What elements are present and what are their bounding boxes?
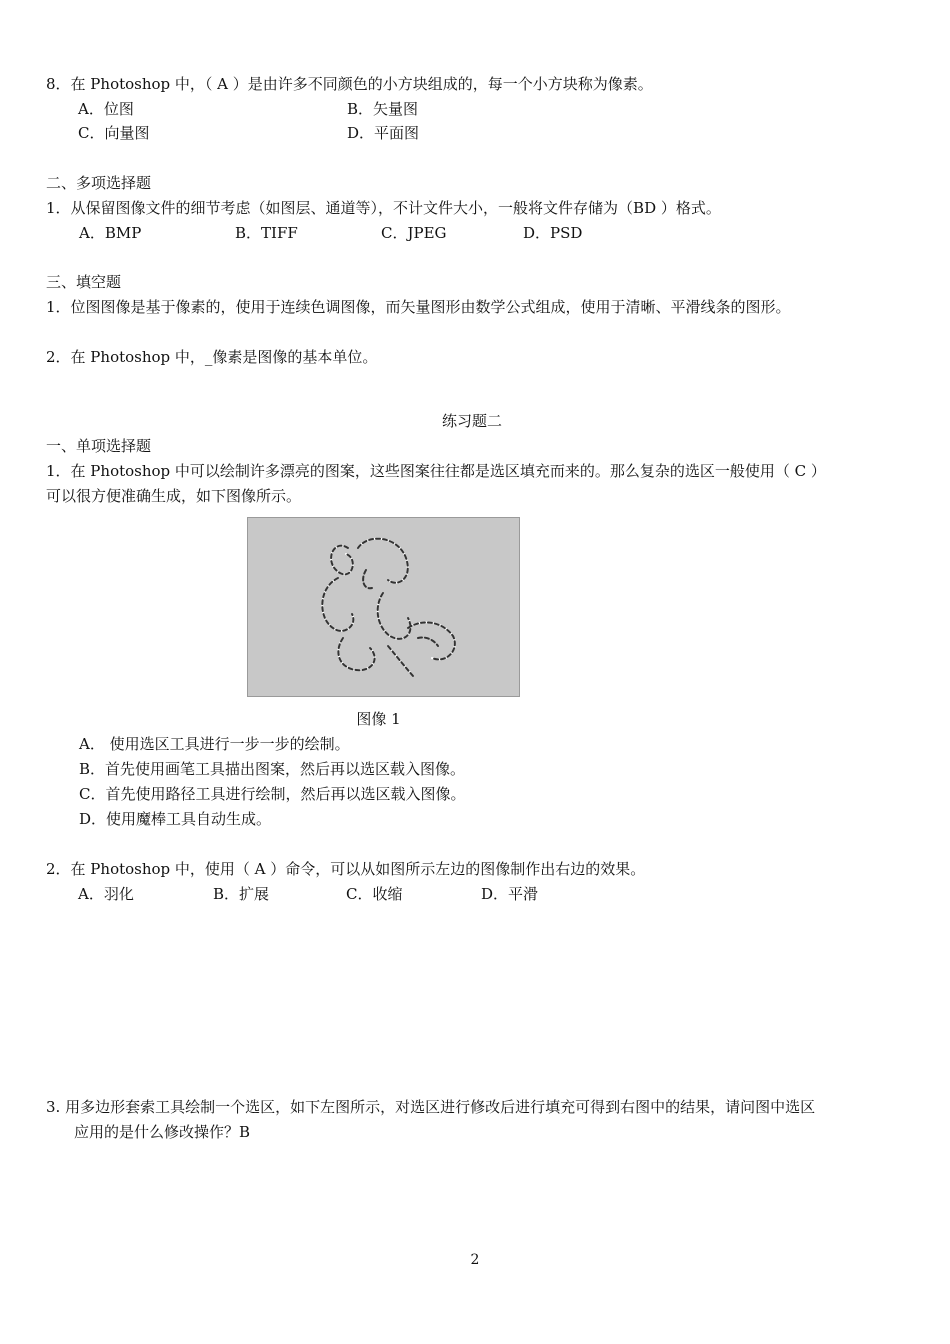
q8-option-a: A．位图 — [78, 100, 134, 118]
section3-q2: 2．在 Photoshop 中，_像素是图像的基本单位。 — [46, 348, 378, 366]
q8-option-b: B．矢量图 — [347, 100, 419, 118]
section3-heading: 三、填空题 — [46, 273, 122, 291]
exercise2-q3-line1: 3. 用多边形套索工具绘制一个选区，如下左图所示，对选区进行修改后进行填充可得到右图中的结果，请问图中选区 — [46, 1098, 816, 1116]
exercise2-title: 练习题二 — [441, 412, 502, 430]
page-number: 2 — [470, 1252, 480, 1268]
exercise2-q3-line2: 应用的是什么修改操作？B — [74, 1123, 251, 1141]
exercise2-q2-option-b: B．扩展 — [213, 885, 270, 903]
exercise2-q1-option-b: B．首先使用画笔工具描出图案，然后再以选区载入图像。 — [79, 760, 466, 778]
figure-caption: 图像 1 — [356, 710, 401, 728]
selection-figure — [247, 517, 520, 697]
exercise2-q2-stem: 2．在 Photoshop 中，使用（ A ）命令，可以从如图所示左边的图像制作出右边的效果。 — [46, 860, 646, 878]
selection-marquee-image — [248, 518, 519, 696]
section3-q1: 1．位图图像是基于像素的，使用于连续色调图像，而矢量图形由数学公式组成，使用于清晰、平滑线条的图形。 — [46, 298, 791, 316]
exercise2-q1-line2: 可以很方便准确生成，如下图像所示。 — [46, 487, 302, 505]
exercise2-q2-option-a: A．羽化 — [78, 885, 134, 903]
exercise2-q1-option-a: A． 使用选区工具进行一步一步的绘制。 — [79, 735, 350, 753]
exercise2-q1-option-c: C．首先使用路径工具进行绘制，然后再以选区载入图像。 — [79, 785, 466, 803]
exercise2-q2-option-d: D．平滑 — [481, 885, 539, 903]
section2-q1-option-a: A．BMP — [79, 224, 142, 242]
q8-option-c: C．向量图 — [78, 124, 150, 142]
section2-q1-option-b: B．TIFF — [235, 224, 298, 242]
section2-q1-option-c: C．JPEG — [381, 224, 447, 242]
exercise2-q2-option-c: C．收缩 — [346, 885, 403, 903]
q8-option-d: D．平面图 — [347, 124, 420, 142]
section2-q1-option-d: D．PSD — [523, 224, 583, 242]
section2-q1-stem: 1．从保留图像文件的细节考虑（如图层、通道等），不计文件大小，一般将文件存储为（BD ）格式。 — [46, 199, 721, 217]
exercise2-q1-line1: 1．在 Photoshop 中可以绘制许多漂亮的图案，这些图案往往都是选区填充而来的。那么复杂的选区一般使用（ C ） — [46, 462, 826, 480]
section2-heading: 二、多项选择题 — [46, 174, 152, 192]
exercise2-q1-option-d: D．使用魔棒工具自动生成。 — [79, 810, 272, 828]
exercise2-heading: 一、单项选择题 — [46, 437, 152, 455]
q8-stem: 8．在 Photoshop 中，（ A ）是由许多不同颜色的小方块组成的，每一个小方块称为像素。 — [46, 75, 653, 93]
